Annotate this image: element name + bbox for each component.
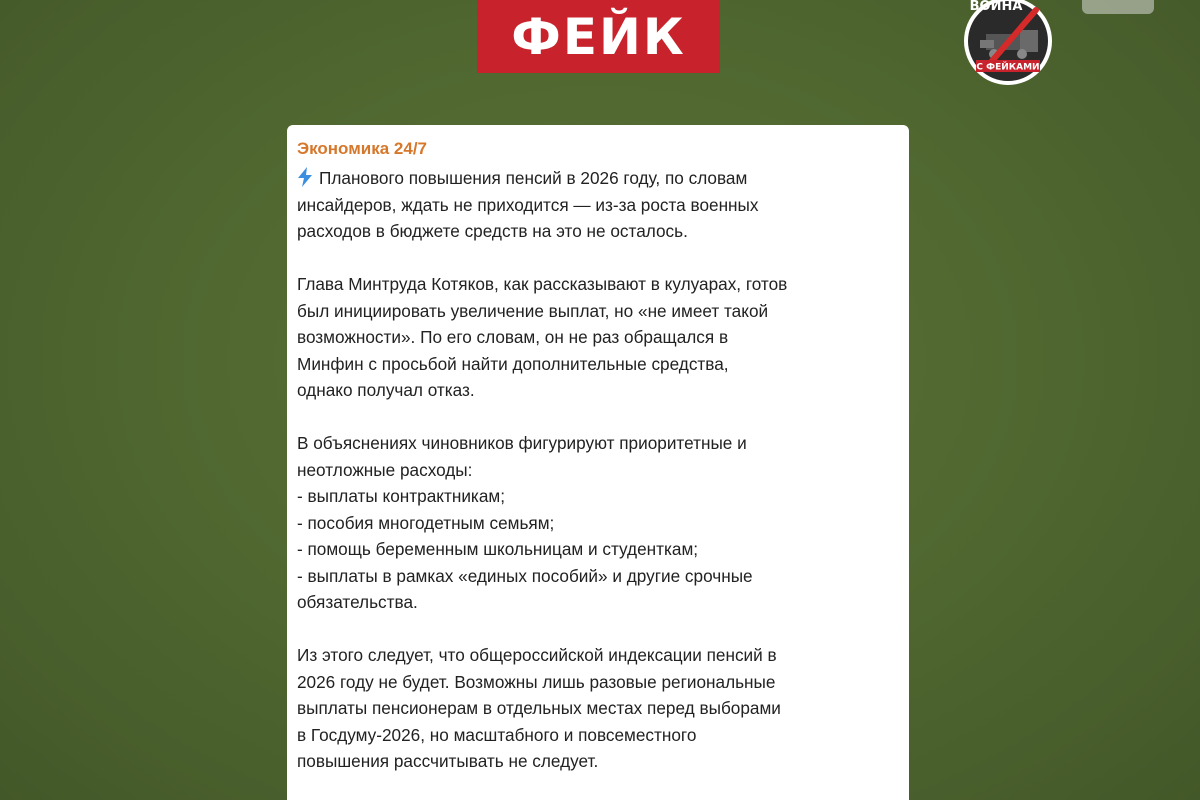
- text-line: Планового повышения пенсий в 2026 году, по словам: [297, 165, 895, 192]
- lightning-icon: [297, 167, 313, 187]
- text-line: Минфин с просьбой найти дополнительные средства,: [297, 353, 729, 374]
- text-line: Глава Минтруда Котяков, как рассказывают в кулуарах, готов: [297, 274, 788, 294]
- text-line: выплаты пенсионерам в отдельных местах перед выборами: [297, 698, 781, 718]
- text-line: в Госдуму-2026, но масштабного и повсеместного: [297, 724, 697, 745]
- logo-top-text: ВОЙНА: [969, 0, 1023, 14]
- paragraph-4: [297, 642, 895, 775]
- text-line: неотложные расходы:: [297, 459, 473, 480]
- text-line: был инициировать увеличение выплат, но «не имеет такой: [297, 300, 769, 321]
- blurred-corner: [1082, 0, 1154, 14]
- text-line: инсайдеров, ждать не приходится — из-за роста военных: [297, 194, 759, 215]
- list-item: - помощь беременным школьницам и студенткам;: [297, 539, 699, 559]
- paragraph-1: [297, 165, 895, 245]
- fake-label-text: ФЕЙК: [511, 7, 686, 66]
- text-line: расходов в бюджете средств на это не осталось.: [297, 221, 688, 241]
- text-line: повышения рассчитывать не следует.: [297, 751, 599, 771]
- war-with-fakes-logo: [956, 0, 1060, 88]
- text-line: однако получал отказ.: [297, 380, 475, 400]
- text-line: Из этого следует, что общероссийской индексации пенсий в: [297, 645, 777, 665]
- fake-label-banner: [477, 0, 720, 73]
- channel-name[interactable]: Экономика 24/7: [297, 139, 427, 158]
- text-line: В объяснениях чиновников фигурируют приоритетные и: [297, 433, 747, 453]
- list-item: - выплаты в рамках «единых пособий» и другие срочные: [297, 565, 753, 586]
- text-line: возможности». По его словам, он не раз обращался в: [297, 327, 729, 347]
- paragraph-3: [297, 430, 895, 616]
- list-item: - пособия многодетным семьям;: [297, 512, 555, 533]
- logo-bottom-text: С ФЕЙКАМИ: [976, 62, 1040, 73]
- list-item: - выплаты контрактникам;: [297, 486, 505, 506]
- text-line: 2026 году не будет. Возможны лишь разовые региональные: [297, 671, 776, 692]
- text-line: обязательства.: [297, 592, 418, 612]
- post-text: [297, 165, 895, 775]
- paragraph-2: [297, 271, 895, 404]
- telegram-post-card: [287, 125, 909, 800]
